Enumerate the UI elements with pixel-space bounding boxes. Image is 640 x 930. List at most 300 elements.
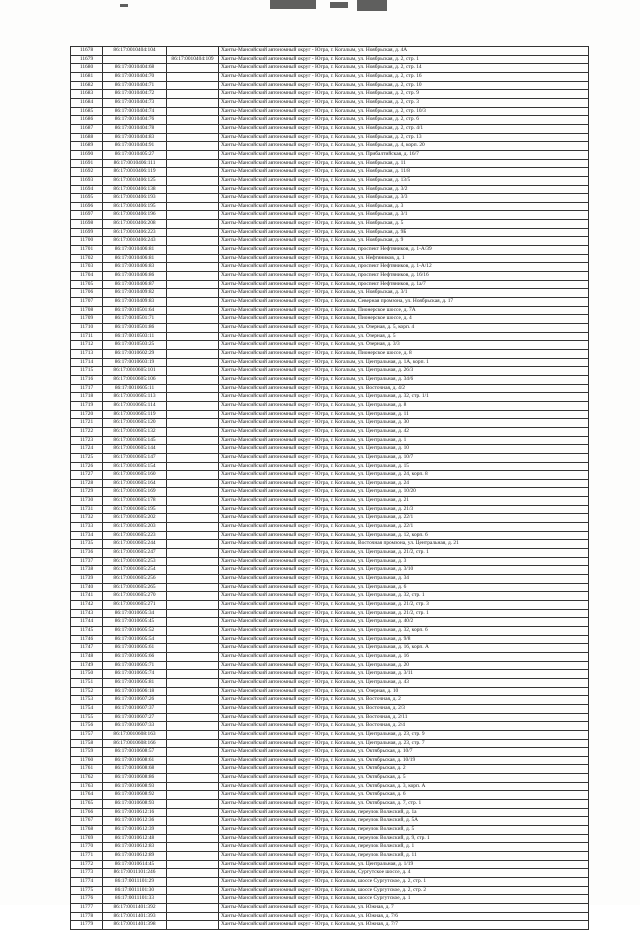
registry-table: [70, 46, 589, 930]
address-cell: Ханты-Мансийский автономный округ - Югра, г. Когалым, ул. Ноябрьская, д. 2, стр. 10/3: [219, 107, 589, 116]
scan-artifact: [120, 4, 128, 7]
address-cell: Ханты-Мансийский автономный округ - Югра, г. Когалым, ул. Центральная, д. 16: [219, 652, 589, 661]
cadastral-number-cell: 86:17:0010605:145: [103, 436, 167, 445]
address-cell: Ханты-Мансийский автономный округ - Югра, г. Когалым, ул. Ноябрьская, д. 9Б: [219, 228, 589, 237]
table-row: [71, 90, 589, 99]
previous-number-cell: [167, 678, 219, 687]
previous-number-cell: [167, 704, 219, 713]
cadastral-number-cell: 86:17:0010612:39: [103, 826, 167, 835]
previous-number-cell: [167, 791, 219, 800]
previous-number-cell: [167, 116, 219, 125]
row-number-cell: 11720: [71, 410, 103, 419]
cadastral-number-cell: 86:17:0010404:76: [103, 116, 167, 125]
cadastral-number-cell: 86:17:0010612:83: [103, 843, 167, 852]
previous-number-cell: [167, 64, 219, 73]
address-cell: Ханты-Мансийский автономный округ - Югра, г. Когалым, ул. Ноябрьская, д. 4А: [219, 47, 589, 56]
table-row: [71, 540, 589, 549]
row-number-cell: 11762: [71, 774, 103, 783]
address-cell: Ханты-Мансийский автономный округ - Югра, г. Когалым, проспект Нефтяников, д. 16/16: [219, 272, 589, 281]
row-number-cell: 11751: [71, 678, 103, 687]
row-number-cell: 11758: [71, 739, 103, 748]
table-row: [71, 756, 589, 765]
registry-table-body: [71, 47, 589, 930]
cadastral-number-cell: 86:17:0010605:178: [103, 497, 167, 506]
address-cell: Ханты-Мансийский автономный округ - Югра, г. Когалым, ул. Центральная, д. 30: [219, 419, 589, 428]
cadastral-number-cell: 86:17:0010605:160: [103, 471, 167, 480]
row-number-cell: 11692: [71, 168, 103, 177]
cadastral-number-cell: 86:17:0010614:45: [103, 860, 167, 869]
cadastral-number-cell: 86:17:0010605:81: [103, 678, 167, 687]
table-row: [71, 375, 589, 384]
address-cell: Ханты-Мансийский автономный округ - Югра, г. Когалым, ул. Центральная, д. 10/20: [219, 488, 589, 497]
previous-number-cell: [167, 375, 219, 384]
row-number-cell: 11757: [71, 730, 103, 739]
address-cell: Ханты-Мансийский автономный округ - Югра, г. Когалым, ул. Центральная, д. 34: [219, 575, 589, 584]
previous-number-cell: [167, 852, 219, 861]
table-row: [71, 514, 589, 523]
table-row: [71, 453, 589, 462]
row-number-cell: 11724: [71, 445, 103, 454]
row-number-cell: 11741: [71, 592, 103, 601]
address-cell: Ханты-Мансийский автономный округ - Югра, г. Когалым, ул. Озерная, д. 5, корп. 4: [219, 324, 589, 333]
address-cell: Ханты-Мансийский автономный округ - Югра, г. Когалым, ул. Центральная, д. 23, стр. 9: [219, 730, 589, 739]
table-row: [71, 774, 589, 783]
previous-number-cell: [167, 878, 219, 887]
cadastral-number-cell: 86:17:0010605:120: [103, 419, 167, 428]
table-row: [71, 246, 589, 255]
row-number-cell: 11777: [71, 903, 103, 912]
table-row: [71, 427, 589, 436]
previous-number-cell: [167, 124, 219, 133]
row-number-cell: 11712: [71, 341, 103, 350]
previous-number-cell: [167, 462, 219, 471]
address-cell: Ханты-Мансийский автономный округ - Югра, г. Когалым, ул. Ноябрьская, д. 2, стр. 13: [219, 133, 589, 142]
table-row: [71, 72, 589, 81]
address-cell: Ханты-Мансийский автономный округ - Югра, г. Когалым, переулок Волжский, д. 1: [219, 843, 589, 852]
address-cell: Ханты-Мансийский автономный округ - Югра, г. Когалым, ул. Центральная, д. 3/11: [219, 670, 589, 679]
table-row: [71, 306, 589, 315]
row-number-cell: 11769: [71, 834, 103, 843]
row-number-cell: 11731: [71, 505, 103, 514]
row-number-cell: 11750: [71, 670, 103, 679]
table-row: [71, 176, 589, 185]
row-number-cell: 11709: [71, 315, 103, 324]
previous-number-cell: [167, 583, 219, 592]
row-number-cell: 11706: [71, 289, 103, 298]
cadastral-number-cell: 86:17:0010404:104: [103, 47, 167, 56]
row-number-cell: 11749: [71, 661, 103, 670]
table-row: [71, 713, 589, 722]
table-row: [71, 739, 589, 748]
previous-number-cell: [167, 557, 219, 566]
table-row: [71, 358, 589, 367]
row-number-cell: 11733: [71, 523, 103, 532]
row-number-cell: 11774: [71, 878, 103, 887]
address-cell: Ханты-Мансийский автономный округ - Югра, г. Когалым, ул. Ноябрьская, д. 2, стр. 16: [219, 72, 589, 81]
cadastral-number-cell: 86:17:0010406:196: [103, 211, 167, 220]
cadastral-number-cell: 86:17:0010608:86: [103, 774, 167, 783]
previous-number-cell: [167, 202, 219, 211]
row-number-cell: 11771: [71, 852, 103, 861]
table-row: [71, 64, 589, 73]
previous-number-cell: [167, 168, 219, 177]
address-cell: Ханты-Мансийский автономный округ - Югра, г. Когалым, ул. Озерная, д. 5: [219, 332, 589, 341]
previous-number-cell: [167, 306, 219, 315]
previous-number-cell: [167, 315, 219, 324]
previous-number-cell: [167, 782, 219, 791]
cadastral-number-cell: 86:17:0010608:68: [103, 765, 167, 774]
table-row: [71, 800, 589, 809]
table-row: [71, 332, 589, 341]
table-row: [71, 185, 589, 194]
table-row: [71, 601, 589, 610]
cadastral-number-cell: 86:17:0010605:247: [103, 549, 167, 558]
cadastral-number-cell: 86:17:0010608:166: [103, 739, 167, 748]
cadastral-number-cell: 86:17:0010605:256: [103, 575, 167, 584]
previous-number-cell: [167, 90, 219, 99]
address-cell: Ханты-Мансийский автономный округ - Югра, г. Когалым, ул. Ноябрьская, д. 3/2: [219, 185, 589, 194]
address-cell: Ханты-Мансийский автономный округ - Югра, г. Когалым, ул. Центральная, д. 1/19: [219, 860, 589, 869]
table-row: [71, 696, 589, 705]
cadastral-number-cell: 86:17:0010605:253: [103, 557, 167, 566]
address-cell: Ханты-Мансийский автономный округ - Югра, г. Когалым, ул. Восточная, д. 4/2: [219, 384, 589, 393]
previous-number-cell: [167, 774, 219, 783]
table-row: [71, 886, 589, 895]
address-cell: Ханты-Мансийский автономный округ - Югра, г. Когалым, ул. Ноябрьская, д. 11: [219, 159, 589, 168]
table-row: [71, 237, 589, 246]
previous-number-cell: [167, 765, 219, 774]
table-row: [71, 410, 589, 419]
cadastral-number-cell: 86:17:0010406:111: [103, 159, 167, 168]
row-number-cell: 11738: [71, 566, 103, 575]
cadastral-number-cell: 86:17:0010404:73: [103, 98, 167, 107]
cadastral-number-cell: 86:17:0010605:223: [103, 531, 167, 540]
table-row: [71, 107, 589, 116]
row-number-cell: 11747: [71, 644, 103, 653]
table-row: [71, 393, 589, 402]
table-row: [71, 826, 589, 835]
cadastral-number-cell: 86:17:0010405:27: [103, 150, 167, 159]
previous-number-cell: [167, 644, 219, 653]
row-number-cell: 11765: [71, 800, 103, 809]
previous-number-cell: [167, 635, 219, 644]
previous-number-cell: [167, 107, 219, 116]
address-cell: Ханты-Мансийский автономный округ - Югра, г. Когалым, ул. Центральная, д. 24, корп. 8: [219, 471, 589, 480]
table-row: [71, 298, 589, 307]
cadastral-number-cell: 86:17:0010406:87: [103, 280, 167, 289]
previous-number-cell: 86:17:0010404:109: [167, 55, 219, 64]
table-row: [71, 324, 589, 333]
row-number-cell: 11768: [71, 826, 103, 835]
table-row: [71, 843, 589, 852]
address-cell: Ханты-Мансийский автономный округ - Югра, г. Когалым, ул. Октябрьская, д. 6: [219, 791, 589, 800]
cadastral-number-cell: 86:17:0010607:33: [103, 722, 167, 731]
previous-number-cell: [167, 358, 219, 367]
table-row: [71, 315, 589, 324]
row-number-cell: 11763: [71, 782, 103, 791]
address-cell: Ханты-Мансийский автономный округ - Югра, г. Когалым, ул. Южная, д. 7: [219, 903, 589, 912]
previous-number-cell: [167, 739, 219, 748]
table-row: [71, 661, 589, 670]
table-row: [71, 445, 589, 454]
table-row: [71, 869, 589, 878]
previous-number-cell: [167, 349, 219, 358]
scan-artifact: [330, 2, 348, 8]
previous-number-cell: [167, 332, 219, 341]
cadastral-number-cell: 86:17:0011101:30: [103, 886, 167, 895]
previous-number-cell: [167, 860, 219, 869]
cadastral-number-cell: 86:17:0010612:89: [103, 852, 167, 861]
previous-number-cell: [167, 722, 219, 731]
cadastral-number-cell: 86:17:0010406:223: [103, 228, 167, 237]
previous-number-cell: [167, 133, 219, 142]
previous-number-cell: [167, 47, 219, 56]
row-number-cell: 11761: [71, 765, 103, 774]
cadastral-number-cell: 86:17:0010409:82: [103, 289, 167, 298]
row-number-cell: 11756: [71, 722, 103, 731]
previous-number-cell: [167, 670, 219, 679]
previous-number-cell: [167, 142, 219, 151]
address-cell: Ханты-Мансийский автономный округ - Югра, г. Когалым, ул. Прибалтийская, д. 16/7: [219, 150, 589, 159]
previous-number-cell: [167, 626, 219, 635]
previous-number-cell: [167, 488, 219, 497]
address-cell: Ханты-Мансийский автономный округ - Югра, г. Когалым, ул. Центральная, д. 23, стр. 7: [219, 739, 589, 748]
address-cell: Ханты-Мансийский автономный округ - Югра, г. Когалым, ул. Центральная, д. 1: [219, 436, 589, 445]
row-number-cell: 11721: [71, 419, 103, 428]
address-cell: Ханты-Мансийский автономный округ - Югра, г. Когалым, ул. Ноябрьская, д. 2, стр. 9: [219, 90, 589, 99]
table-row: [71, 228, 589, 237]
table-row: [71, 592, 589, 601]
table-row: [71, 878, 589, 887]
table-row: [71, 367, 589, 376]
previous-number-cell: [167, 367, 219, 376]
address-cell: Ханты-Мансийский автономный округ - Югра, г. Когалым, ул. Ноябрьская, д. 2, стр. 4/1: [219, 124, 589, 133]
row-number-cell: 11708: [71, 306, 103, 315]
row-number-cell: 11739: [71, 575, 103, 584]
cadastral-number-cell: 86:17:0010605:147: [103, 453, 167, 462]
address-cell: Ханты-Мансийский автономный округ - Югра, г. Когалым, ул. Ноябрьская, д. 2, стр. 1: [219, 55, 589, 64]
cadastral-number-cell: 86:17:0010605:244: [103, 540, 167, 549]
row-number-cell: 11743: [71, 609, 103, 618]
cadastral-number-cell: 86:17:0010404:72: [103, 90, 167, 99]
table-row: [71, 566, 589, 575]
address-cell: Ханты-Мансийский автономный округ - Югра, г. Когалым, ул. Ноябрьская, д. 2, стр. 6: [219, 116, 589, 125]
table-row: [71, 116, 589, 125]
address-cell: Ханты-Мансийский автономный округ - Югра, г. Когалым, Восточная промзона, ул. Центральная, д. 21: [219, 540, 589, 549]
address-cell: Ханты-Мансийский автономный округ - Югра, г. Когалым, ул. Центральная, д. 3/10: [219, 566, 589, 575]
row-number-cell: 11753: [71, 696, 103, 705]
address-cell: Ханты-Мансийский автономный округ - Югра, г. Когалым, ул. Октябрьская, д. 7, стр. 1: [219, 800, 589, 809]
cadastral-number-cell: 86:17:0010605:254: [103, 566, 167, 575]
address-cell: Ханты-Мансийский автономный округ - Югра, г. Когалым, ул. Центральная, д. 10: [219, 445, 589, 454]
previous-number-cell: [167, 921, 219, 930]
address-cell: Ханты-Мансийский автономный округ - Югра, г. Когалым, Пионерское шоссе, д. 8: [219, 349, 589, 358]
table-row: [71, 254, 589, 263]
table-row: [71, 921, 589, 930]
address-cell: Ханты-Мансийский автономный округ - Югра, г. Когалым, ул. Центральная, д. 1А, корп. 1: [219, 358, 589, 367]
table-row: [71, 142, 589, 151]
row-number-cell: 11773: [71, 869, 103, 878]
table-row: [71, 644, 589, 653]
address-cell: Ханты-Мансийский автономный округ - Югра, г. Когалым, проспект Нефтяников, д. 1-А/39: [219, 246, 589, 255]
cadastral-number-cell: 86:17:0010503:11: [103, 332, 167, 341]
address-cell: Ханты-Мансийский автономный округ - Югра, г. Когалым, ул. Центральная, д. 11: [219, 410, 589, 419]
address-cell: Ханты-Мансийский автономный округ - Югра, г. Когалым, ул. Центральная, д. 40/2: [219, 618, 589, 627]
cadastral-number-cell: 86:17:0010404:83: [103, 133, 167, 142]
cadastral-number-cell: 86:17:0011101:33: [103, 895, 167, 904]
table-row: [71, 55, 589, 64]
previous-number-cell: [167, 497, 219, 506]
previous-number-cell: [167, 601, 219, 610]
previous-number-cell: [167, 298, 219, 307]
table-row: [71, 272, 589, 281]
table-row: [71, 852, 589, 861]
previous-number-cell: [167, 549, 219, 558]
cadastral-number-cell: 86:17:0010404:68: [103, 64, 167, 73]
address-cell: Ханты-Мансийский автономный округ - Югра, г. Когалым, шоссе Сургутское, д. 1: [219, 895, 589, 904]
table-row: [71, 289, 589, 298]
cadastral-number-cell: 86:17:0010608:61: [103, 756, 167, 765]
address-cell: Ханты-Мансийский автономный округ - Югра, г. Когалым, ул. Центральная, д. 15: [219, 462, 589, 471]
cadastral-number-cell: 86:17:0010404:71: [103, 81, 167, 90]
row-number-cell: 11740: [71, 583, 103, 592]
address-cell: Ханты-Мансийский автономный округ - Югра, г. Когалым, переулок Волжский, д. 11: [219, 852, 589, 861]
table-row: [71, 349, 589, 358]
previous-number-cell: [167, 150, 219, 159]
cadastral-number-cell: 86:17:0010608:57: [103, 748, 167, 757]
row-number-cell: 11696: [71, 202, 103, 211]
address-cell: Ханты-Мансийский автономный округ - Югра, г. Когалым, ул. Октябрьская, д. 3, корп. А: [219, 782, 589, 791]
address-cell: Ханты-Мансийский автономный округ - Югра, г. Когалым, ул. Октябрьская, д. 10/7: [219, 748, 589, 757]
address-cell: Ханты-Мансийский автономный округ - Югра, г. Когалым, ул. Ноябрьская, д. 5: [219, 220, 589, 229]
address-cell: Ханты-Мансийский автономный округ - Югра, г. Когалым, ул. Ноябрьская, д. 2, стр. 10: [219, 81, 589, 90]
cadastral-number-cell: 86:17:0010406:81: [103, 246, 167, 255]
row-number-cell: 11736: [71, 549, 103, 558]
address-cell: Ханты-Мансийский автономный округ - Югра, г. Когалым, переулок Волжский, д. 5А: [219, 817, 589, 826]
address-cell: Ханты-Мансийский автономный округ - Югра, г. Когалым, ул. Ноябрьская, д. 2, стр. 14: [219, 64, 589, 73]
previous-number-cell: [167, 280, 219, 289]
previous-number-cell: [167, 419, 219, 428]
address-cell: Ханты-Мансийский автономный округ - Югра, г. Когалым, ул. Центральная, д. 32, корп. 6: [219, 626, 589, 635]
row-number-cell: 11770: [71, 843, 103, 852]
row-number-cell: 11775: [71, 886, 103, 895]
row-number-cell: 11715: [71, 367, 103, 376]
address-cell: Ханты-Мансийский автономный округ - Югра, г. Когалым, Северная промзона, ул. Ноябрьская, д. 17: [219, 298, 589, 307]
previous-number-cell: [167, 886, 219, 895]
table-row: [71, 124, 589, 133]
previous-number-cell: [167, 263, 219, 272]
address-cell: Ханты-Мансийский автономный округ - Югра, г. Когалым, ул. Центральная, д. 20: [219, 661, 589, 670]
previous-number-cell: [167, 324, 219, 333]
previous-number-cell: [167, 341, 219, 350]
previous-number-cell: [167, 401, 219, 410]
row-number-cell: 11766: [71, 808, 103, 817]
row-number-cell: 11699: [71, 228, 103, 237]
row-number-cell: 11681: [71, 72, 103, 81]
address-cell: Ханты-Мансийский автономный округ - Югра, г. Когалым, ул. Центральная, д. 42: [219, 427, 589, 436]
cadastral-number-cell: 86:17:0010605:270: [103, 592, 167, 601]
previous-number-cell: [167, 98, 219, 107]
previous-number-cell: [167, 393, 219, 402]
previous-number-cell: [167, 713, 219, 722]
cadastral-number-cell: 86:17:0010605:144: [103, 445, 167, 454]
address-cell: Ханты-Мансийский автономный округ - Югра, г. Когалым, ул. Южная, д. 7/7: [219, 921, 589, 930]
table-row: [71, 895, 589, 904]
address-cell: Ханты-Мансийский автономный округ - Югра, г. Когалым, ул. Южная, д. 7/6: [219, 912, 589, 921]
address-cell: Ханты-Мансийский автономный округ - Югра, г. Когалым, ул. Центральная, д. 8: [219, 401, 589, 410]
table-row: [71, 557, 589, 566]
cadastral-number-cell: 86:17:0011401:393: [103, 912, 167, 921]
table-row: [71, 263, 589, 272]
table-row: [71, 575, 589, 584]
table-row: [71, 211, 589, 220]
previous-number-cell: [167, 696, 219, 705]
cadastral-number-cell: 86:17:0010605:169: [103, 488, 167, 497]
cadastral-number-cell: 86:17:0010404:91: [103, 142, 167, 151]
address-cell: Ханты-Мансийский автономный округ - Югра, г. Когалым, ул. Ноябрьская, д. 3: [219, 202, 589, 211]
previous-number-cell: [167, 531, 219, 540]
table-row: [71, 384, 589, 393]
previous-number-cell: [167, 194, 219, 203]
row-number-cell: 11686: [71, 116, 103, 125]
address-cell: Ханты-Мансийский автономный округ - Югра, г. Когалым, переулок Волжский, д. 9, стр. 1: [219, 834, 589, 843]
table-row: [71, 609, 589, 618]
previous-number-cell: [167, 228, 219, 237]
previous-number-cell: [167, 843, 219, 852]
cadastral-number-cell: 86:17:0010605:202: [103, 514, 167, 523]
cadastral-number-cell: 86:17:0010612:48: [103, 834, 167, 843]
previous-number-cell: [167, 514, 219, 523]
cadastral-number-cell: 86:17:0011101:246: [103, 869, 167, 878]
cadastral-number-cell: 86:17:0010605:61: [103, 644, 167, 653]
table-row: [71, 531, 589, 540]
row-number-cell: 11729: [71, 488, 103, 497]
cadastral-number-cell: 86:17:0010406:208: [103, 220, 167, 229]
table-row: [71, 194, 589, 203]
scan-artifact: [270, 0, 316, 9]
row-number-cell: 11752: [71, 687, 103, 696]
address-cell: Ханты-Мансийский автономный округ - Югра, г. Когалым, ул. Ноябрьская, д. 3/1: [219, 289, 589, 298]
address-cell: Ханты-Мансийский автономный округ - Югра, г. Когалым, ул. Озерная, д. 3/3: [219, 341, 589, 350]
row-number-cell: 11754: [71, 704, 103, 713]
table-row: [71, 687, 589, 696]
row-number-cell: 11688: [71, 133, 103, 142]
row-number-cell: 11737: [71, 557, 103, 566]
table-row: [71, 704, 589, 713]
row-number-cell: 11703: [71, 263, 103, 272]
previous-number-cell: [167, 427, 219, 436]
row-number-cell: 11698: [71, 220, 103, 229]
row-number-cell: 11728: [71, 479, 103, 488]
row-number-cell: 11723: [71, 436, 103, 445]
table-row: [71, 808, 589, 817]
previous-number-cell: [167, 272, 219, 281]
cadastral-number-cell: 86:17:0010607:27: [103, 713, 167, 722]
previous-number-cell: [167, 176, 219, 185]
table-row: [71, 678, 589, 687]
row-number-cell: 11776: [71, 895, 103, 904]
previous-number-cell: [167, 246, 219, 255]
row-number-cell: 11755: [71, 713, 103, 722]
previous-number-cell: [167, 895, 219, 904]
row-number-cell: 11717: [71, 384, 103, 393]
previous-number-cell: [167, 687, 219, 696]
cadastral-number-cell: 86:17:0010406:195: [103, 202, 167, 211]
cadastral-number-cell: 86:17:0010605:113: [103, 393, 167, 402]
cadastral-number-cell: 86:17:0010605:154: [103, 462, 167, 471]
table-row: [71, 168, 589, 177]
cadastral-number-cell: 86:17:0010406:243: [103, 237, 167, 246]
